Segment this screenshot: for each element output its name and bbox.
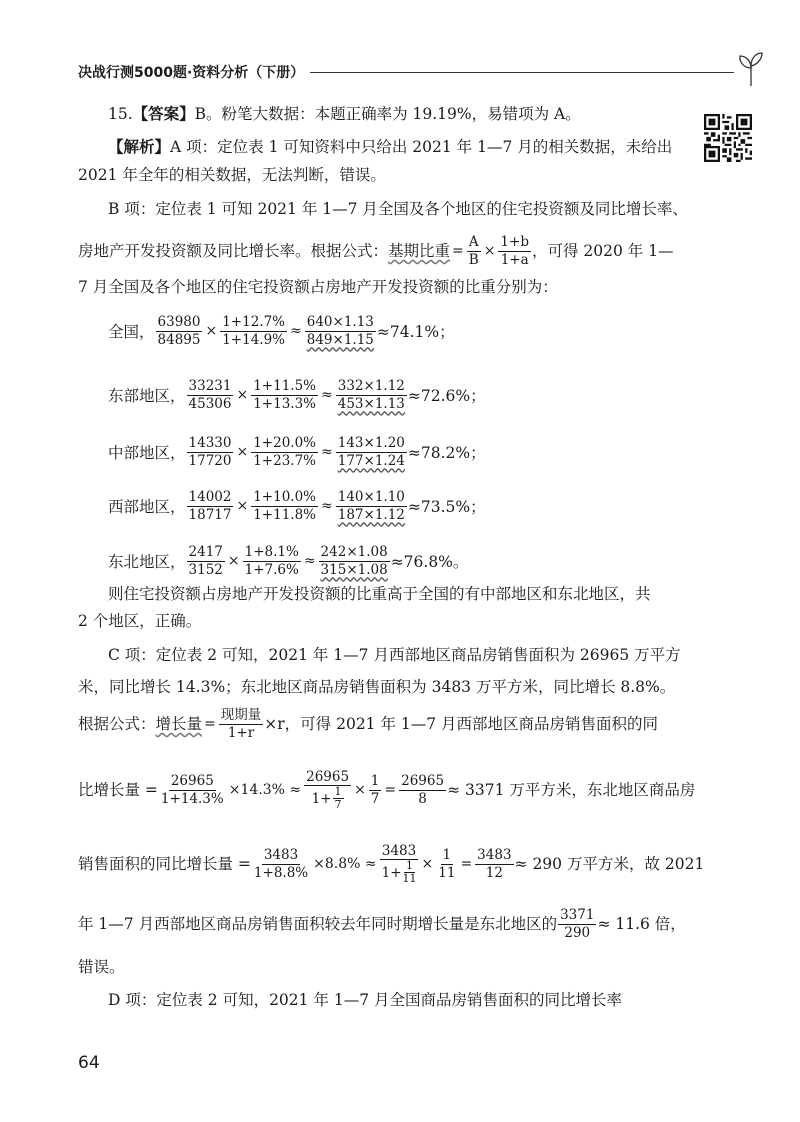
region-result: ≈76.8%。 [390, 553, 469, 571]
region-row [108, 539, 468, 583]
fraction-denominator: 1+r [227, 724, 255, 741]
region-name: 中部地区， [108, 444, 186, 462]
b-line2-pre: 房地产开发投资额及同比增长率。根据公式： [78, 242, 389, 260]
analysis-a-line1 [108, 137, 672, 157]
fraction-numerator: 1+11.5% [253, 377, 316, 394]
header-rule [310, 72, 734, 73]
fraction-numerator: 26965 [170, 772, 214, 789]
c-formula-r: ×r [264, 715, 285, 733]
calc2-fraction-4 [475, 847, 513, 882]
question-number: 15. [108, 105, 133, 123]
fraction-denominator: 1+8.8% [253, 864, 309, 881]
fraction-denominator: 1+13.3% [253, 395, 316, 412]
analysis-d-line1: D 项：定位表 2 可知，2021 年 1—7 月全国商品房销售面积的同比增长率 [108, 991, 623, 1009]
calc2-fraction-3 [436, 847, 457, 882]
times-sign: × [236, 498, 249, 514]
analysis-a-line2: 2021 年全年的相关数据，无法判断，错误。 [78, 166, 386, 184]
formula-label-increment: 增长量 [155, 715, 203, 733]
investment-fraction [187, 378, 234, 413]
calc1-fraction-3 [369, 773, 382, 808]
fraction-denominator: 11 [438, 864, 456, 881]
equals-sign: = [204, 716, 216, 732]
den-inner-fraction [403, 860, 417, 885]
region-name: 东部地区， [108, 387, 186, 405]
fraction-denominator: 1+14.3% [160, 790, 224, 807]
c-formula-pre: 根据公式： [78, 715, 156, 733]
formula-fraction-ab [467, 234, 481, 269]
answer-text: B。粉笔大数据：本题正确率为 19.19%，易错项为 A。 [194, 105, 581, 123]
fraction-numerator: 63980 [157, 313, 201, 330]
fraction-numerator: 2417 [188, 543, 223, 560]
formula-fraction-current [219, 707, 264, 742]
analysis-a-text: A 项：定位表 1 可知资料中只给出 2021 年 1—7 月的相关数据，未给出 [170, 138, 673, 156]
analysis-b-line1: B 项：定位表 1 可知 2021 年 1—7 月全国及各个地区的住宅投资额及同比增长率、 [108, 200, 688, 218]
answer-tag: 【答案】 [132, 104, 195, 123]
approx-sign: ≈ [290, 323, 302, 339]
c-calc1-line [78, 764, 695, 816]
fraction-numerator: A [468, 233, 479, 250]
approx-sign: ≈ [321, 498, 333, 514]
c-calc1-post: ≈ 3371 万平方米，东北地区商品房 [447, 781, 696, 799]
fraction-denominator: 1+23.7% [253, 452, 316, 469]
fraction-numerator: 1 [442, 846, 452, 863]
c-calc1-pre: 比增长量 = [78, 781, 158, 799]
region-result: ≈78.2%； [407, 444, 486, 462]
region-name: 全国， [108, 323, 155, 341]
answer-line [108, 104, 581, 124]
c-formula-post: ，可得 2021 年 1—7 月西部地区商品房销售面积的同 [284, 715, 659, 733]
c-last-post: ≈ 11.6 倍， [597, 915, 686, 933]
c-last-pre: 年 1—7 月西部地区商品房销售面积较去年同时期增长量是东北地区的 [78, 915, 558, 933]
analysis-tag: 【解析】 [108, 137, 171, 156]
c-formula-line [78, 702, 658, 746]
fraction-denominator: 3152 [188, 561, 223, 578]
calc2-mid: ×8.8% ≈ [313, 856, 377, 872]
b-line2-post: ，可得 2020 年 1— [531, 242, 674, 260]
times-sign: × [205, 323, 218, 339]
calc1-mid: ×14.3% ≈ [228, 782, 302, 798]
b-conclusion-line2: 2 个地区，正确。 [78, 612, 202, 630]
fraction-denominator: 1+7.6% [244, 561, 299, 578]
sprout-icon [734, 48, 768, 88]
den-prefix: 1+ [311, 790, 332, 807]
ratio-fraction [558, 907, 596, 942]
formula-fraction-growth [498, 234, 531, 269]
times-sign: × [227, 553, 240, 569]
approx-fraction [336, 435, 407, 470]
fraction-numerator: 3483 [381, 843, 417, 859]
fraction-denominator: 290 [564, 924, 591, 941]
growth-fraction [251, 489, 318, 524]
fraction-denominator: 17720 [188, 452, 232, 469]
fraction-numerator: 1+10.0% [253, 488, 316, 505]
fraction-denominator: 12 [485, 864, 503, 881]
fraction-denominator: 84895 [157, 331, 201, 348]
calc2-fraction-2 [380, 843, 419, 885]
c-calc2-post: ≈ 290 万平方米，故 2021 [514, 855, 705, 873]
c-last-line [78, 904, 686, 944]
approx-fraction [336, 489, 407, 524]
fraction-denominator: 1+11.8% [253, 506, 316, 523]
calc1-fraction-4 [399, 773, 446, 808]
fraction-denominator: 7 [370, 790, 380, 807]
approx-fraction [336, 378, 407, 413]
times-sign: × [421, 856, 434, 872]
equals-sign: = [460, 856, 473, 872]
fraction-denominator: B [468, 251, 479, 268]
fraction-denominator: 45306 [188, 395, 232, 412]
fraction-denominator [310, 786, 346, 811]
b-conclusion-line1: 则住宅投资额占房地产开发投资额的比重高于全国的有中部地区和东北地区，共 [108, 585, 651, 603]
fraction-denominator: 1+a [500, 251, 529, 268]
fraction-denominator: 8 [418, 790, 427, 807]
equals-sign: = [384, 782, 397, 798]
approx-sign: ≈ [321, 387, 333, 403]
growth-fraction [243, 544, 301, 579]
fraction-denominator [380, 860, 419, 885]
fraction-denominator: 315×1.08 [320, 561, 388, 578]
region-name: 东北地区， [108, 553, 186, 571]
analysis-b-line2 [78, 233, 674, 268]
calc2-fraction-1 [252, 847, 310, 882]
inner-numerator: 1 [334, 785, 342, 798]
formula-label-base-share: 基期比重 [388, 242, 451, 260]
den-inner-fraction [333, 786, 344, 811]
approx-sign: ≈ [321, 444, 333, 460]
fraction-numerator: 1+b [500, 233, 529, 250]
fraction-denominator: 18717 [188, 506, 232, 523]
investment-fraction [156, 314, 203, 349]
investment-fraction [187, 435, 234, 470]
fraction-numerator: 140×1.10 [337, 488, 405, 505]
fraction-numerator: 现期量 [220, 706, 262, 723]
fraction-numerator: 26965 [401, 772, 445, 789]
fraction-numerator: 33231 [188, 377, 232, 394]
analysis-c-line2: 米，同比增长 14.3%；东北地区商品房销售面积为 3483 万平方米，同比增长 8.8%。 [78, 678, 676, 696]
inner-denominator: 11 [402, 872, 417, 885]
region-row [108, 309, 455, 353]
region-name: 西部地区， [108, 498, 186, 516]
fraction-numerator: 3483 [477, 846, 512, 863]
fraction-numerator: 26965 [306, 769, 350, 785]
region-result: ≈74.1%； [376, 323, 455, 341]
den-prefix: 1+ [381, 864, 402, 881]
fraction-numerator: 14002 [188, 488, 232, 505]
c-calc2-pre: 销售面积的同比增长量 = [78, 855, 251, 873]
approx-sign: ≈ [303, 553, 316, 569]
growth-fraction [251, 378, 318, 413]
analysis-b-line3: 7 月全国及各个地区的住宅投资额占房地产开发投资额的比重分别为： [78, 278, 558, 296]
times-sign: × [236, 387, 249, 403]
fraction-denominator: 849×1.15 [306, 331, 374, 348]
fraction-numerator: 14330 [188, 434, 232, 451]
calc1-fraction-1 [159, 773, 226, 808]
page-header [78, 62, 768, 86]
equals-sign: = [452, 243, 464, 259]
fraction-numerator: 1+8.1% [244, 543, 299, 560]
fraction-denominator: 453×1.13 [337, 395, 405, 412]
c-calc2-line [78, 838, 704, 890]
times-sign: × [236, 444, 249, 460]
inner-denominator: 7 [334, 798, 342, 811]
growth-fraction [220, 314, 287, 349]
fraction-numerator: 640×1.13 [306, 313, 374, 330]
region-row [108, 484, 486, 528]
region-result: ≈73.5%； [407, 498, 486, 516]
fraction-numerator: 1+12.7% [222, 313, 285, 330]
fraction-denominator: 1+14.9% [222, 331, 285, 348]
times-sign: × [354, 782, 366, 798]
fraction-denominator: 177×1.24 [337, 452, 405, 469]
fraction-numerator: 3371 [560, 906, 595, 923]
qr-code[interactable] [704, 114, 752, 162]
investment-fraction [187, 489, 234, 524]
region-row [108, 430, 486, 474]
approx-fraction [319, 544, 390, 579]
analysis-c-line1: C 项：定位表 2 可知，2021 年 1—7 月西部地区商品房销售面积为 26965 万平方 [108, 646, 681, 664]
fraction-numerator: 1 [370, 772, 380, 789]
fraction-numerator: 3483 [263, 846, 299, 863]
approx-fraction [305, 314, 376, 349]
inner-numerator: 1 [406, 859, 414, 872]
book-title: 决战行测5000题·资料分析（下册） [78, 65, 305, 81]
region-row [108, 373, 486, 417]
c-wrong: 错误。 [78, 958, 125, 976]
fraction-denominator: 187×1.12 [337, 506, 405, 523]
page-number: 64 [78, 1053, 100, 1073]
fraction-numerator: 242×1.08 [320, 543, 388, 560]
region-result: ≈72.6%； [407, 387, 486, 405]
growth-fraction [251, 435, 318, 470]
times-sign: × [483, 243, 496, 259]
fraction-numerator: 332×1.12 [337, 377, 405, 394]
fraction-numerator: 1+20.0% [253, 434, 316, 451]
investment-fraction [187, 544, 225, 579]
calc1-fraction-2 [304, 769, 351, 811]
fraction-numerator: 143×1.20 [337, 434, 405, 451]
